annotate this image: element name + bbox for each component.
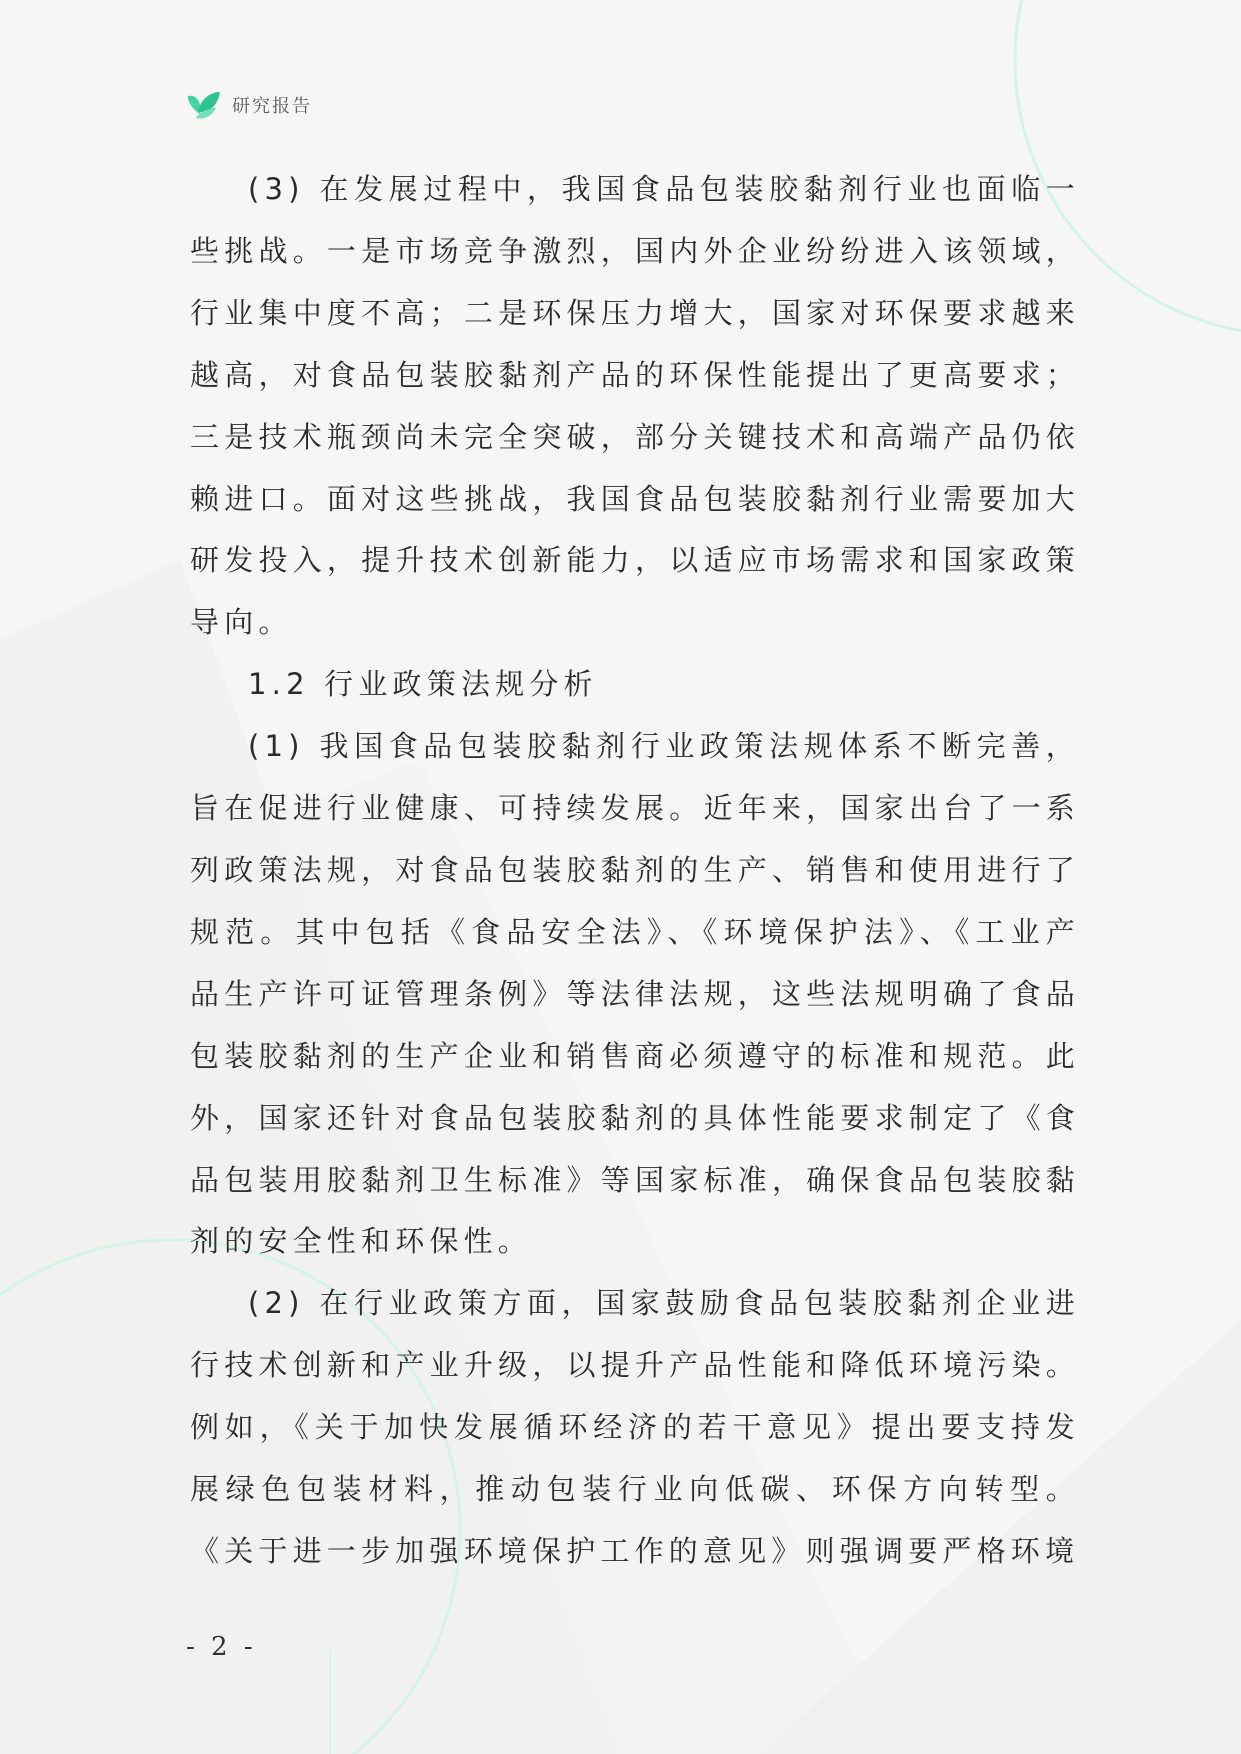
body-text [190, 159, 1080, 1583]
section-heading: 1.2 行业政策法规分析 [248, 667, 598, 702]
report-header [186, 88, 312, 122]
page-number: - 2 - [186, 1632, 257, 1662]
paragraph: (3) 在发展过程中，我国食品包装胶黏剂行业也面临一些挑战。一是市场竞争激烈，国内外企业纷纷进入该领域，行业集中度不高；二是环保压力增大，国家对环保要求越来越高，对食品包装胶黏剂产品的环保性能提出了更高要求；三是技术瓶颈尚未完全突破，部分关键技术和高端产品仍依赖进口。面对这些挑战，我国食品包装胶黏剂行业需要加大研发投入，提升技术创新能力，以适应市场需求和国家政策导向。 [190, 172, 1080, 640]
header-title: 研究报告 [232, 96, 312, 117]
paragraph: (1) 我国食品包装胶黏剂行业政策法规体系不断完善，旨在促进行业健康、可持续发展。近年来，国家出台了一系列政策法规，对食品包装胶黏剂的生产、销售和使用进行了规范。其中包括《食品安全法》、《环境保护法》、《工业产品生产许可证管理条例》等法律法规，这些法规明确了食品包装胶黏剂的生产企业和销售商必须遵守的标准和规范。此外，国家还针对食品包装胶黏剂的具体性能要求制定了《食品包装用胶黏剂卫生标准》等国家标准，确保食品包装胶黏剂的安全性和环保性。 [190, 729, 1080, 1259]
leaf-logo-icon [186, 88, 222, 122]
paragraph: (2) 在行业政策方面，国家鼓励食品包装胶黏剂企业进行技术创新和产业升级，以提升产品性能和降低环境污染。例如，《关于加快发展循环经济的若干意见》提出要支持发展绿色包装材料，推动包装行业向低碳、环保方向转型。《关于进一步加强环境保护工作的意见》则强调要严格环境 [190, 1286, 1080, 1568]
